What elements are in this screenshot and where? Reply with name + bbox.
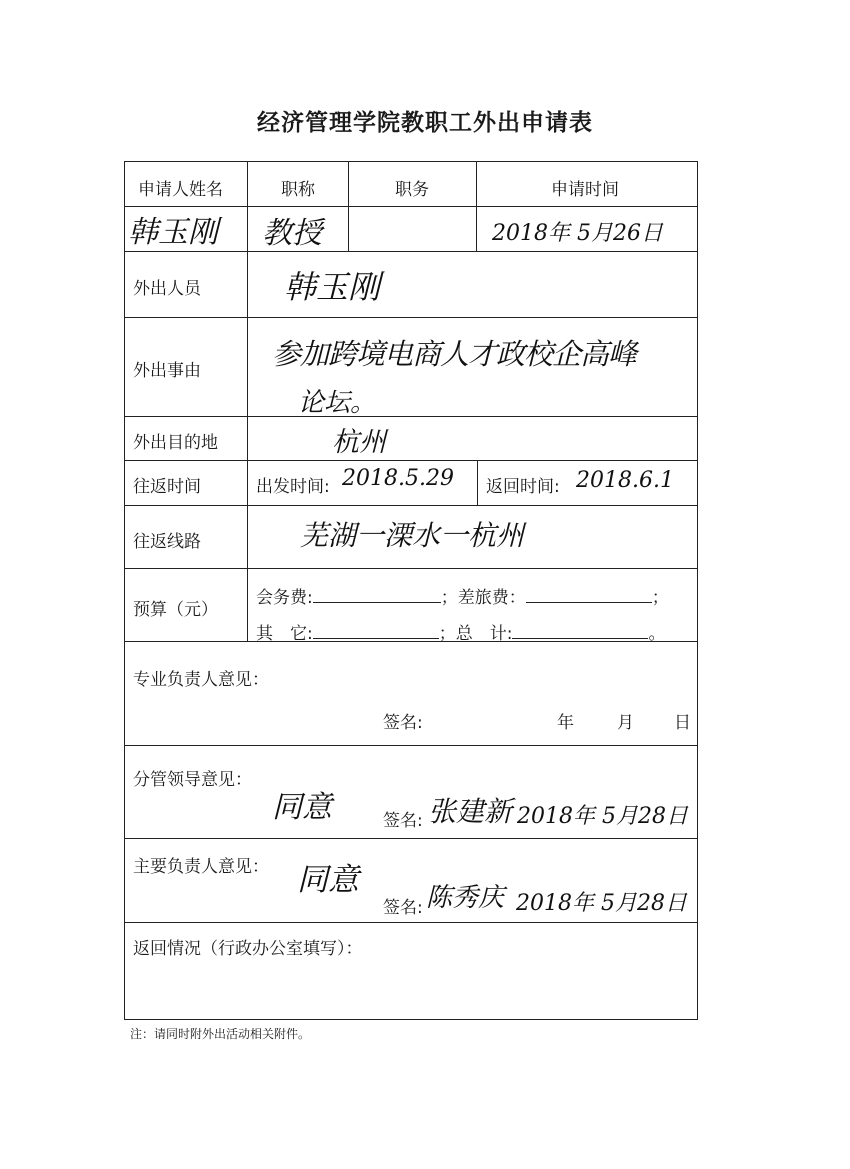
total-label: 总 计: [455, 624, 513, 644]
other-blank [313, 622, 439, 639]
budget-label: 预算（元） [133, 600, 218, 620]
total-blank [512, 622, 648, 639]
major-day-label: 日 [674, 713, 691, 733]
rule [124, 460, 698, 461]
chief-sign: 陈秀庆 [426, 883, 505, 913]
other-label: 其 它: [256, 624, 313, 644]
major-year-label: 年 [557, 713, 574, 733]
reason-label: 外出事由 [133, 361, 201, 381]
chief-opinion-label: 主要负责人意见： [133, 857, 269, 877]
rule [348, 161, 349, 251]
applicant-name: 韩玉刚 [128, 215, 218, 250]
personnel-value: 韩玉刚 [284, 268, 381, 306]
destination-label: 外出目的地 [133, 433, 218, 453]
return-info-label: 返回情况（行政办公室填写）： [133, 939, 363, 959]
travel-fee-label: 差旅费： [457, 588, 526, 608]
travel-fee-blank [526, 586, 652, 603]
rule [124, 317, 698, 318]
rule [476, 161, 477, 251]
budget-line-2 [256, 619, 665, 644]
depart-label: 出发时间: [256, 477, 330, 497]
form-title: 经济管理学院教职工外出申请表 [257, 109, 593, 136]
division-opinion-label: 分管领导意见： [133, 770, 252, 790]
return-value: 2018.6.1 [576, 468, 674, 493]
destination-value: 杭州 [332, 427, 386, 458]
route-label: 往返线路 [133, 532, 201, 552]
period: 。 [648, 624, 666, 644]
return-label: 返回时间: [486, 477, 560, 497]
rule [124, 922, 698, 923]
division-sign: 张建新 [428, 795, 513, 828]
rule [124, 568, 698, 569]
division-opinion: 同意 [272, 790, 332, 825]
rule [247, 161, 248, 641]
reason-line-1: 参加跨境电商人才政校企高峰 [272, 337, 637, 371]
rule [124, 505, 698, 506]
major-month-label: 月 [617, 713, 634, 733]
semicolon: ； [651, 588, 669, 608]
reason-line-2: 论坛。 [298, 388, 377, 418]
conference-fee-label: 会务费: [256, 588, 313, 608]
rule [124, 416, 698, 417]
rule [477, 460, 478, 505]
rule [124, 838, 698, 839]
depart-value: 2018.5.29 [342, 466, 454, 491]
rule [124, 745, 698, 746]
header-rank: 职称 [281, 180, 315, 200]
budget-line-1 [256, 583, 669, 608]
personnel-label: 外出人员 [133, 279, 201, 299]
trip-label: 往返时间 [133, 477, 201, 497]
rule [124, 251, 698, 252]
chief-sign-label: 签名: [383, 898, 423, 918]
conference-fee-blank [313, 586, 441, 603]
major-sign-label: 签名: [383, 713, 423, 733]
division-sign-label: 签名: [383, 811, 423, 831]
major-opinion-label: 专业负责人意见： [133, 670, 269, 690]
footnote: 注：请同时附外出活动相关附件。 [130, 1027, 311, 1041]
semicolon: ； [440, 588, 458, 608]
header-position: 职务 [395, 180, 429, 200]
apply-date: 2018年 5月26日 [492, 221, 663, 246]
semicolon: ； [438, 624, 456, 644]
header-apply-time: 申请时间 [551, 180, 619, 200]
division-date: 2018年 5月28日 [517, 804, 688, 829]
applicant-rank: 教授 [262, 216, 322, 251]
header-name: 申请人姓名 [138, 180, 223, 200]
chief-opinion: 同意 [297, 862, 359, 898]
route-value: 芜湖一溧水一杭州 [300, 519, 525, 552]
chief-date: 2018年 5月28日 [516, 891, 687, 916]
